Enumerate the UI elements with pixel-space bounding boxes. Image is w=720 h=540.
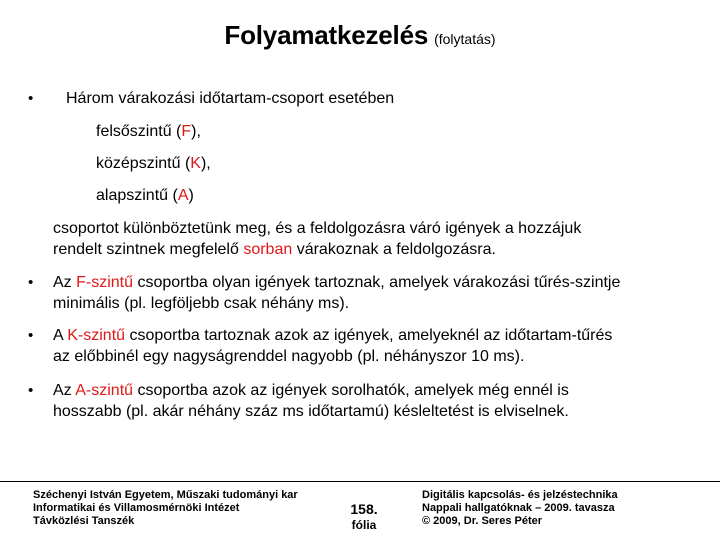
bullet-icon: •	[28, 90, 34, 107]
title-subtitle: (folytatás)	[434, 31, 496, 47]
footer-divider	[0, 481, 720, 482]
list-item-a: Az A-szintű csoportba azok az igények sorolhatók, amelyek még ennél is hosszabb (pl. akár néhány száz ms időtartamú) késleltetést is elviselnek.	[53, 382, 569, 420]
footer-course: Digitális kapcsolás- és jelzéstechnika Nappali hallgatóknak – 2009. tavasza © 2009, Dr. Seres Péter	[422, 489, 618, 527]
intro-paragraph: csoportot különböztetünk meg, és a feldolgozásra váró igények a hozzájuk rendelt szintnek megfelelő sorban várakoznak a feldolgozásra.	[53, 220, 582, 258]
title-main: Folyamatkezelés	[224, 20, 429, 50]
intro-text: Három várakozási időtartam-csoport esetében	[66, 90, 395, 107]
bullet-icon: •	[28, 274, 34, 291]
bullet-icon: •	[28, 382, 34, 399]
page-label: fólia	[351, 518, 377, 532]
level-item-felso: felsőszintű (F),	[96, 123, 201, 140]
list-item-f: Az F-szintű csoportba olyan igények tartoznak, amelyek várakozási tűrés-szintje minimális (pl. legföljebb csak néhány ms).	[53, 274, 621, 312]
bullet-icon: •	[28, 327, 34, 344]
footer-institution: Széchenyi István Egyetem, Műszaki tudományi kar Informatikai és Villamosmérnöki Intézet Távközlési Tanszék	[33, 489, 298, 527]
slide-title	[0, 20, 720, 51]
page-number: 158.	[350, 501, 378, 517]
page-number-block	[332, 501, 396, 533]
list-item-k: A K-szintű csoportba tartoznak azok az igények, amelyeknél az időtartam-tűrés az előbbinél egy nagyságrenddel nagyobb (pl. néhányszor 10 ms).	[53, 327, 613, 365]
level-item-kozep: középszintű (K),	[96, 155, 211, 172]
level-item-alap: alapszintű (A)	[96, 187, 194, 204]
